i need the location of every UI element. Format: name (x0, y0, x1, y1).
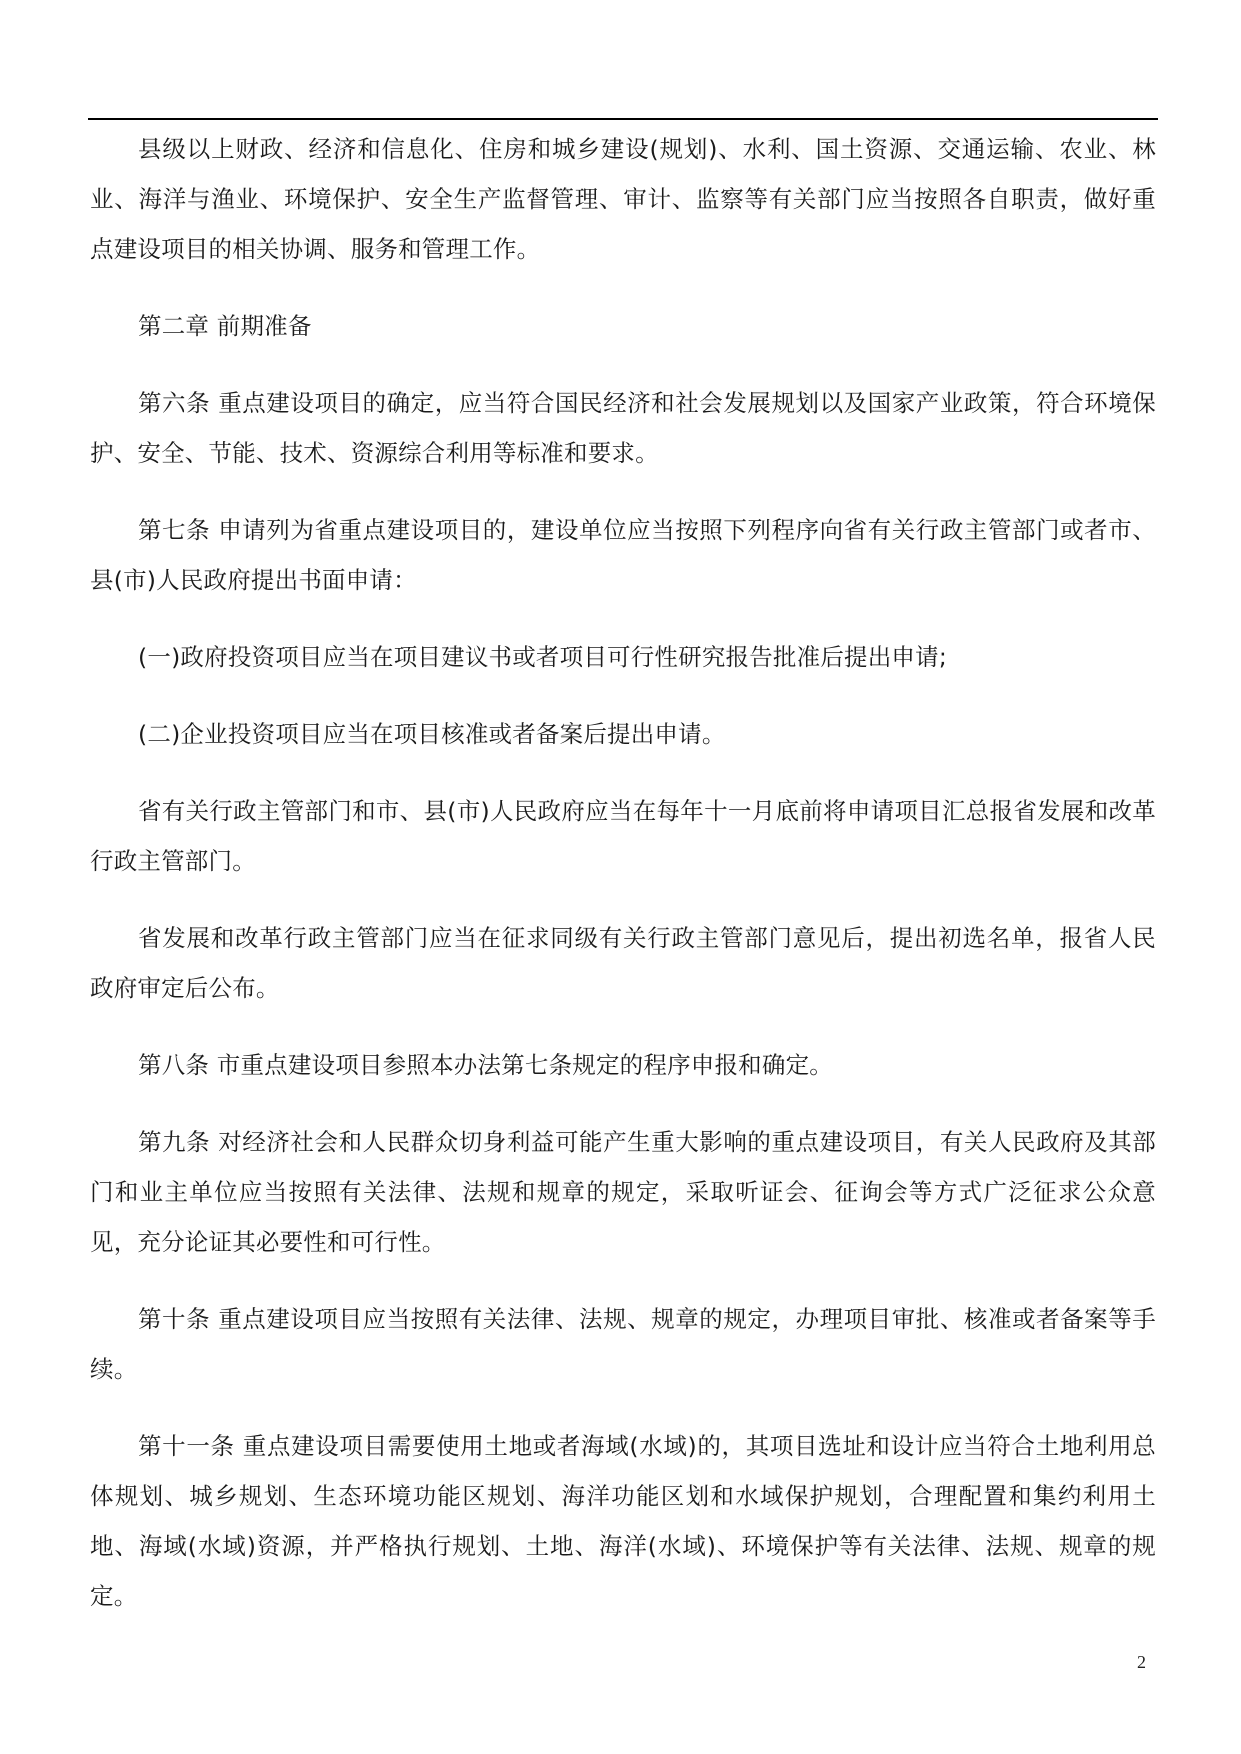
article-6: 第六条 重点建设项目的确定，应当符合国民经济和社会发展规划以及国家产业政策，符合环境保护、安全、节能、技术、资源综合利用等标准和要求。 (90, 389, 1156, 467)
article-7-item-2: (二)企业投资项目应当在项目核准或者备案后提出申请。 (138, 720, 726, 748)
paragraph: 县级以上财政、经济和信息化、住房和城乡建设(规划)、水利、国土资源、交通运输、农业、林业、海洋与渔业、环境保护、安全生产监督管理、审计、监察等有关部门应当按照各自职责，做好重点建设项目的相关协调、服务和管理工作。 (90, 135, 1156, 263)
article-10: 第十条 重点建设项目应当按照有关法律、法规、规章的规定，办理项目审批、核准或者备案等手续。 (90, 1305, 1156, 1383)
article-8: 第八条 市重点建设项目参照本办法第七条规定的程序申报和确定。 (138, 1051, 833, 1079)
document-body (90, 124, 1156, 1648)
header-rule (88, 118, 1158, 120)
paragraph: 省有关行政主管部门和市、县(市)人民政府应当在每年十一月底前将申请项目汇总报省发展和改革行政主管部门。 (90, 797, 1156, 875)
article-7: 第七条 申请列为省重点建设项目的，建设单位应当按照下列程序向省有关行政主管部门或者市、县(市)人民政府提出书面申请： (90, 516, 1156, 594)
article-9: 第九条 对经济社会和人民群众切身利益可能产生重大影响的重点建设项目，有关人民政府及其部门和业主单位应当按照有关法律、法规和规章的规定，采取听证会、征询会等方式广泛征求公众意见，充分论证其必要性和可行性。 (90, 1128, 1156, 1256)
paragraph: 省发展和改革行政主管部门应当在征求同级有关行政主管部门意见后，提出初选名单，报省人民政府审定后公布。 (90, 924, 1156, 1002)
page-number: 2 (1137, 1652, 1146, 1672)
article-7-item-1: (一)政府投资项目应当在项目建议书或者项目可行性研究报告批准后提出申请; (138, 643, 947, 671)
article-11: 第十一条 重点建设项目需要使用土地或者海域(水域)的，其项目选址和设计应当符合土地利用总体规划、城乡规划、生态环境功能区规划、海洋功能区划和水域保护规划，合理配置和集约利用土地、海域(水域)资源，并严格执行规划、土地、海洋(水域)、环境保护等有关法律、法规、规章的规定。 (90, 1432, 1156, 1610)
chapter-heading: 第二章 前期准备 (138, 312, 312, 340)
